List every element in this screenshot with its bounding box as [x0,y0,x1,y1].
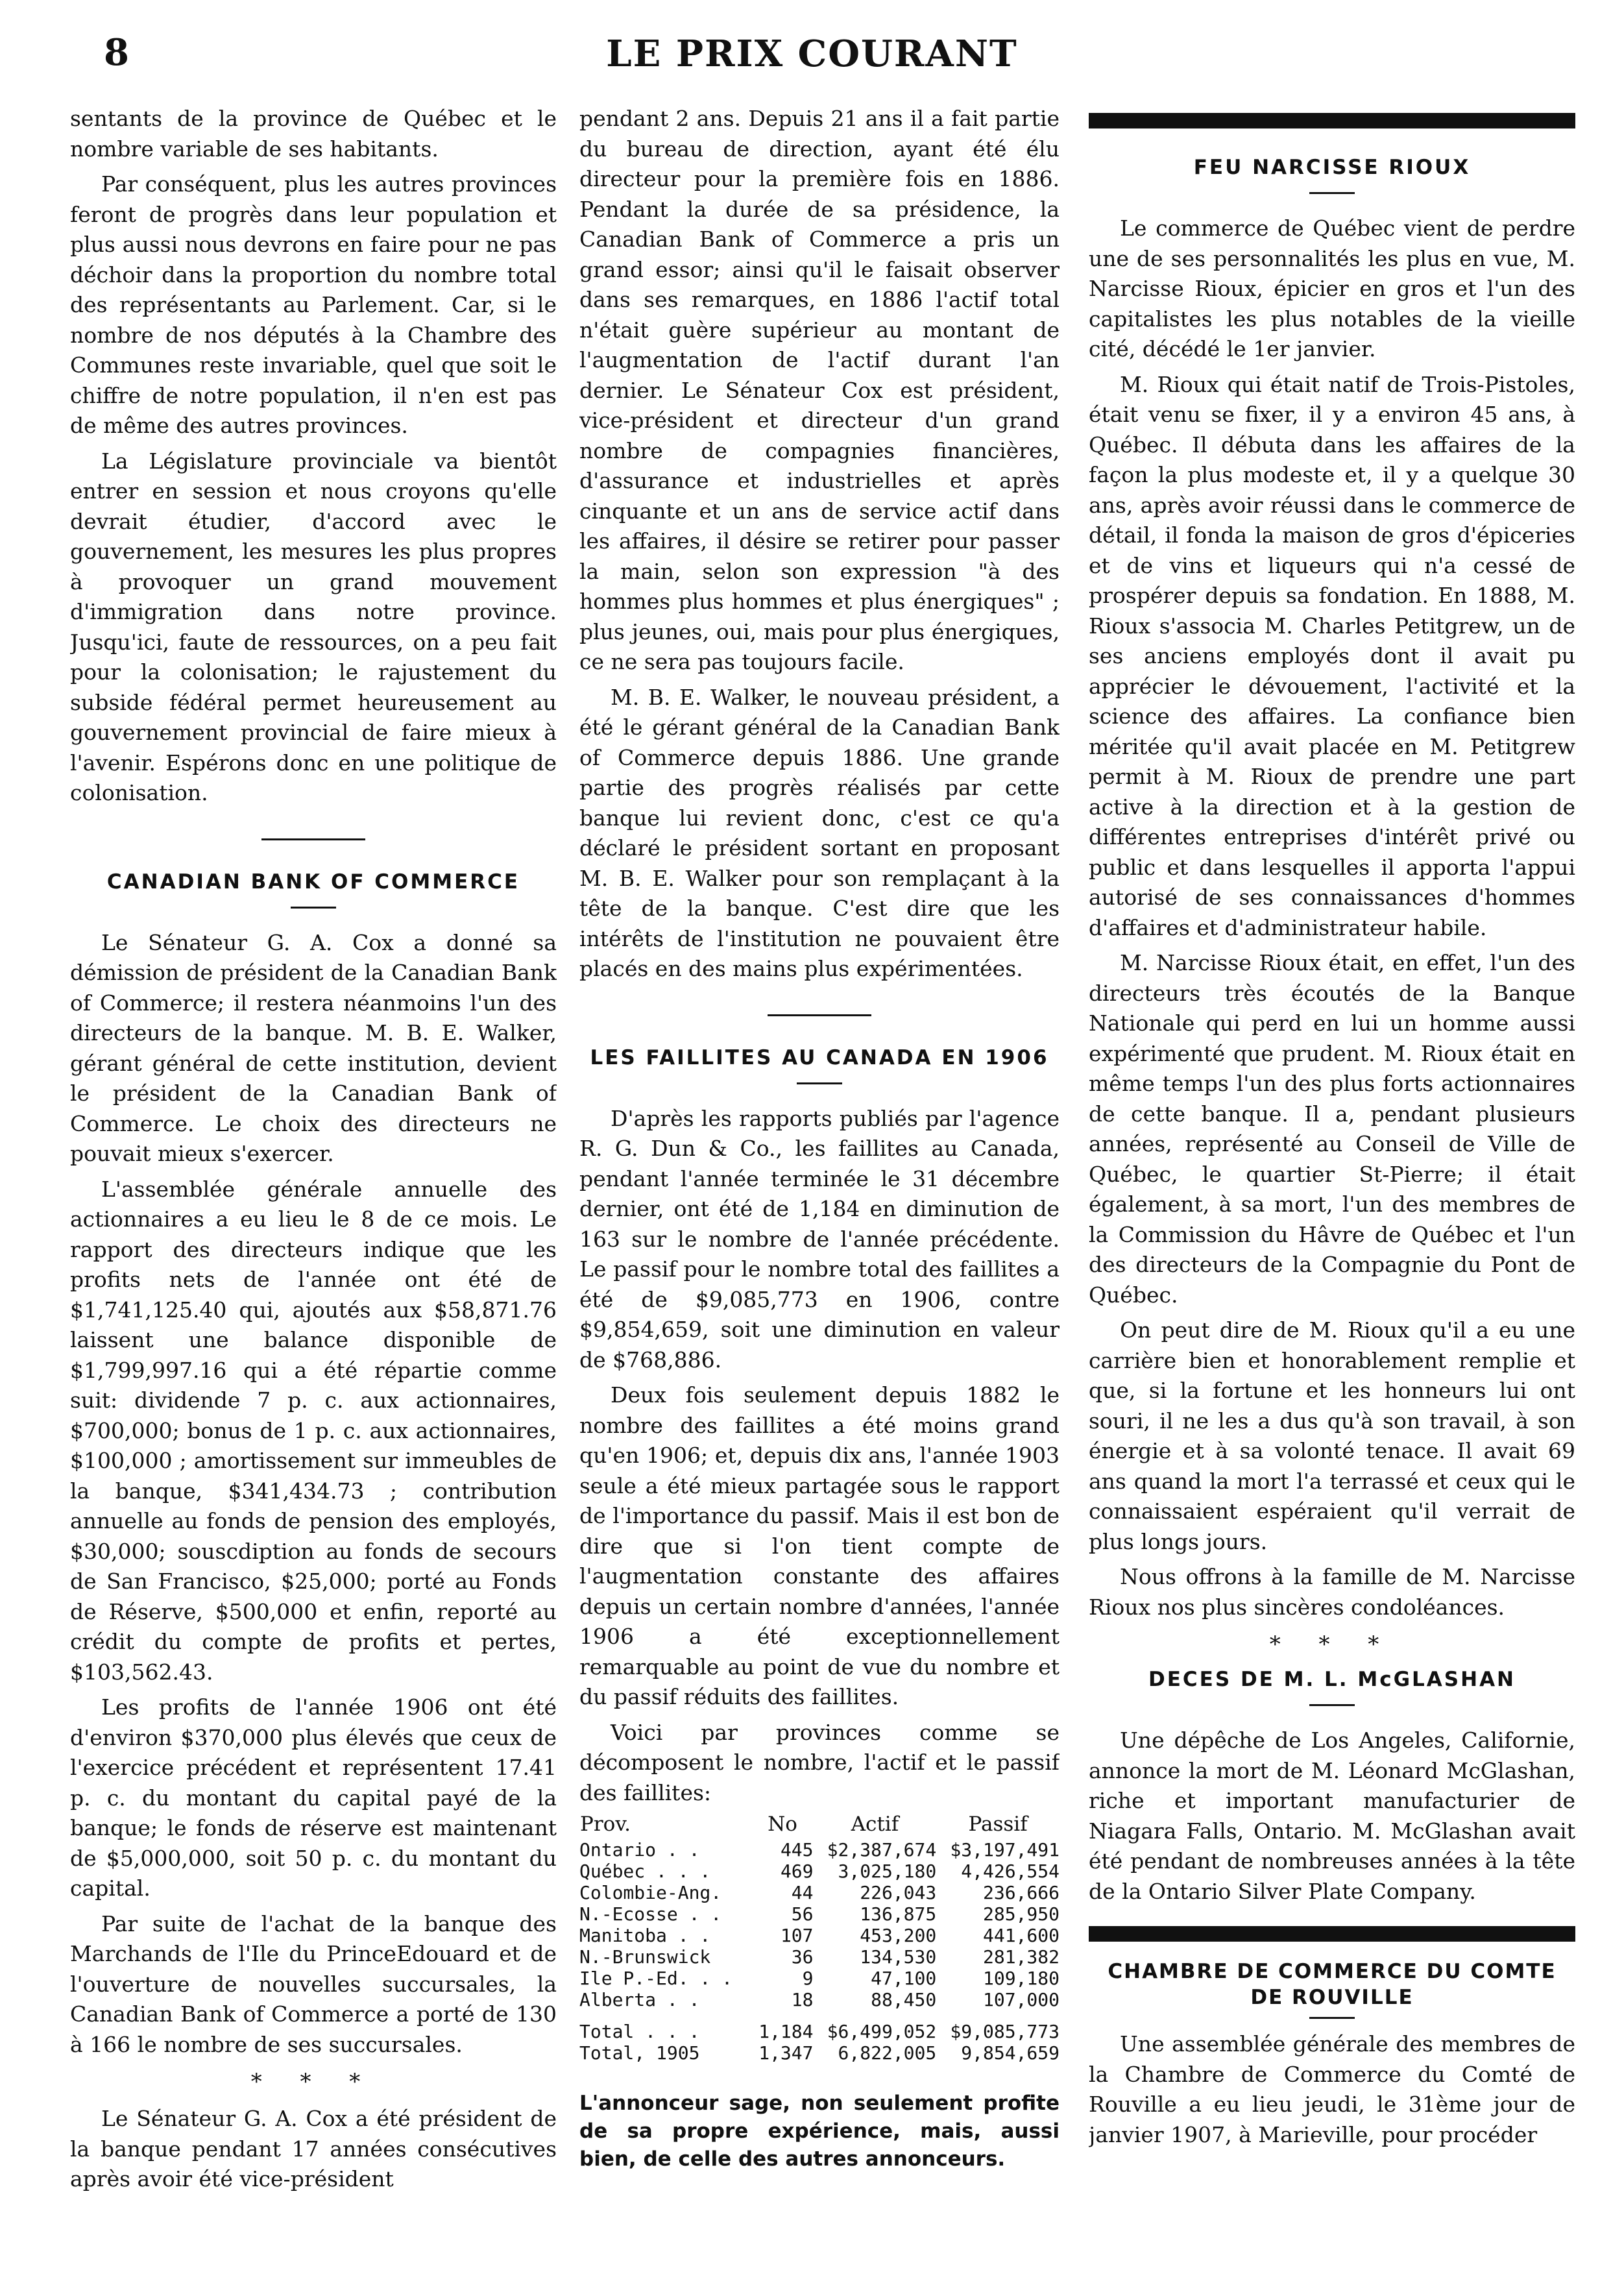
table-cell: 236,666 [982,1882,1060,1903]
table-cell: 1,347 [758,2042,814,2064]
heading-underline [1309,2017,1355,2019]
mcglashan-heading: DECES DE M. L. McGLASHAN [1148,1668,1516,1691]
cbc-paragraph: Par suite de l'achat de la banque des Marchands de l'Ile du PrinceEdouard et de l'ouverture de nouvelles succursales, la Canadian Bank of Commerce a porté de 130 à 166 le nombre de ses succursales. [70,1911,557,2057]
table-cell: 109,180 [982,1968,1060,1989]
table-row [579,1839,1060,1861]
table-body [579,1839,1060,2064]
table-cell: N.-Brunswick [579,1946,711,1968]
table-cell: $9,085,773 [950,2021,1060,2042]
table-row [579,2010,1060,2042]
publication-title: LE PRIX COURANT [606,32,1018,75]
table-cell: 226,043 [860,1882,937,1903]
table-cell: 36 [791,1946,814,1968]
table-cell: 469 [780,1861,814,1882]
table-cell: $3,197,491 [950,1839,1060,1861]
table-cell: 136,875 [860,1903,937,1925]
faillites-paragraph: Voici par provinces comme se décomposent le nombre, l'actif et le passif des faillites: [579,1719,1060,1805]
section-divider [768,1014,871,1016]
table-header: Passif [968,1813,1028,1836]
rioux-paragraph: Le commerce de Québec vient de perdre une de ses personnalités les plus en vue, M. Narcisse Rioux, épicier en gros et l'un des capitalistes les plus notables de la vieille cité, décédé le 1er janvier. [1089,215,1575,361]
heading-underline [1309,192,1355,194]
heading-underline [797,1082,842,1084]
rouville-paragraph: Une assemblée générale des membres de la Chambre de Commerce du Comté de Rouville a eu lieu jeudi, le 31ème jour de janvier 1907, à Marieville, pour procéder [1089,2031,1575,2147]
table-cell: 445 [780,1839,814,1861]
column-3 [1089,104,1575,2258]
table-cell: 1,184 [758,2021,814,2042]
col2-paragraph: pendant 2 ans. Depuis 21 ans il a fait partie du bureau de direction, ayant été élu directeur pour la première fois en 1886. Pendant la durée de sa présidence, la Canadian Bank of Commerce a pris un grand essor; ainsi qu'il le faisait observer dans ses remarques, en 1886 l'actif total n'était guère supérieur au montant de l'augmentation de l'actif durant l'an dernier. Le Sénateur Cox est président, vice-président et directeur d'un grand nombre de compagnies financières, d'assurance et industrielles et après cinquante et un ans de service actif dans les affaires, il désire se retirer pour passer la main, selon son expression "à des hommes plus hommes et plus énergiques" ; plus jeunes, oui, mais pour plus énergiques, ce ne sera pas toujours facile. [579,106,1060,674]
cbc-paragraph: Le Sénateur G. A. Cox a donné sa démission de président de la Canadian Bank of Commerce; il restera néanmoins l'un des directeurs de la banque. M. B. E. Walker, gérant général de cette institution, devient le président de la Canadian Bank of Commerce. Le choix des directeurs ne pouvait mieux s'exercer. [70,929,557,1166]
table-cell: Québec . . . [579,1861,711,1882]
table-row [579,1968,1060,1989]
table-header-row [579,1813,1060,1839]
table-row [579,1946,1060,1968]
cbc-heading: CANADIAN BANK OF COMMERCE [106,870,520,894]
rioux-paragraph: On peut dire de M. Rioux qu'il a eu une carrière bien et honorablement remplie et que, si la fortune et les honneurs lui ont souri, il ne les a dus qu'à son travail, à son énergie et à sa volonté tenace. Il avait 69 ans quand la mort l'a terrassé et ceux qui le connaissaient espéraient qu'il verrait de plus longs jours. [1089,1317,1575,1554]
rouville-heading: CHAMBRE DE COMMERCE DU COMTE DE ROUVILLE [1108,1960,1557,2009]
table-cell: 56 [791,1903,814,1925]
rioux-paragraph: Nous offrons à la famille de M. Narcisse Rioux nos plus sincères condoléances. [1089,1564,1575,1620]
table-cell: 47,100 [871,1968,937,1989]
col2-paragraph: M. B. E. Walker, le nouveau président, a été le gérant général de la Canadian Bank of Commerce depuis 1886. Une grande partie des progrès réalisés par cette banque lui revient donc, c'est ce qu'a déclaré le président sortant en proposant M. B. E. Walker pour son remplaçant à la tête de la banque. C'est dire que les intérêts de l'institution ne pouvaient être placés en des mains plus expérimentées. [579,684,1060,981]
table-cell: N.-Ecosse . . [579,1903,722,1925]
faillites-paragraph: Deux fois seulement depuis 1882 le nombre des faillites a été moins grand qu'en 1906; et, depuis dix ans, l'année 1903 seule a été mieux partagée sous le rapport de l'importance du passif. Mais il est bon de dire que si l'on tient compte de l'augmentation constante des affaires depuis un certain nombre d'années, l'année 1906 a été exceptionnellement remarquable au point de vue du nombre et du passif réduits des faillites. [579,1382,1060,1709]
table-row [579,1903,1060,1925]
faillites-table [579,1813,1060,2064]
table-cell: 9,854,659 [961,2042,1060,2064]
table-cell: 453,200 [860,1925,937,1946]
table-header: Actif [851,1813,899,1836]
table-header: Prov. [580,1813,631,1836]
table-cell: 9 [802,1968,814,1989]
table-cell: 88,450 [871,1989,937,2010]
black-bar [1089,1926,1575,1942]
faillites-paragraph: D'après les rapports publiés par l'agence R. G. Dun & Co., les faillites au Canada, pendant l'année terminée le 31 décembre dernier, ont été de 1,184 en diminution de 163 sur le nombre de l'année précédente. Le passif pour le nombre total des faillites a été de $9,085,773 en 1906, contre $9,854,659, soit une diminution en valeur de $768,886. [579,1105,1060,1373]
table-row [579,1925,1060,1946]
table-cell: Total . . . [579,2021,700,2042]
table-cell: 44 [791,1882,814,1903]
advertiser-note: L'annonceur sage, non seulement profite de sa propre expérience, mais, aussi bien, de celle des autres annonceurs. [579,2092,1060,2171]
table-cell: $6,499,052 [827,2021,937,2042]
section-divider [261,838,365,840]
table-cell: Colombie-Ang. [579,1882,722,1903]
rioux-heading: FEU NARCISSE RIOUX [1193,156,1471,179]
section-stars: * * * [1269,1631,1395,1657]
table-cell: Total, 1905 [579,2042,700,2064]
table-cell: 107 [780,1925,814,1946]
table-cell: Manitoba . . [579,1925,711,1946]
mcglashan-paragraph: Une dépêche de Los Angeles, Californie, annonce la mort de M. Léonard McGlashan, riche et important manufacturier de Niagara Falls, Ontario. M. McGlashan avait été pendant de nombreuses années à la tête de la Ontario Silver Plate Company. [1089,1728,1575,1904]
black-bar [1089,113,1575,128]
page-number: 8 [104,31,129,74]
table-cell: 4,426,554 [961,1861,1060,1882]
table-row [579,2042,1060,2064]
table-cell: 281,382 [982,1946,1060,1968]
table-cell: Ontario . . [579,1839,700,1861]
heading-underline [291,907,336,909]
rioux-paragraph: M. Narcisse Rioux était, en effet, l'un des directeurs très écoutés de la Banque Nationale qui perd en lui un homme aussi expérimenté que prudent. M. Rioux était en même temps l'un des plus forts actionnaires de cette banque. Il a, pendant plusieurs années, représenté au Conseil de Ville de Québec, le quartier St-Pierre; il était également, à sa mort, l'un des membres de la Commission du Hâvre de Québec et l'un des directeurs de la Compagnie du Pont de Québec. [1089,950,1575,1308]
section-stars: * * * [250,2069,376,2095]
rioux-paragraph: M. Rioux qui était natif de Trois-Pistoles, était venu se fixer, il y a environ 45 ans, à Québec. Il débuta dans les affaires de la façon la plus modeste et, il y a quelque 30 ans, après avoir réussi dans le commerce de détail, il fonda la maison de gros d'épiceries et de vins et liqueurs qui n'a cessé de prospérer depuis sa fondation. En 1888, M. Rioux s'associa M. Charles Petitgrew, un de ses anciens employés dont il avait pu apprécier le dévouement, l'activité et la science des affaires. La confiance bien méritée qu'il avait placée en M. Petitgrew permit à M. Rioux de prendre une part active à la direction et à la gestion de différentes entreprises d'intérêt privé ou public et dans lesquelles il apporta l'appui autorisé de ses connaissances d'hommes d'affaires et d'administrateur habile. [1089,371,1575,940]
table-cell: 18 [791,1989,814,2010]
column-2 [579,104,1060,2258]
table-cell: 285,950 [982,1903,1060,1925]
cbc-paragraph: Les profits de l'année 1906 ont été d'environ $370,000 plus élevés que ceux de l'exercice précédent et représentent 17.41 p. c. du montant du capital payé de la banque; le fonds de réserve est maintenant de $5,000,000, soit 50 p. c. du montant du capital. [70,1694,557,1901]
table-header: No [768,1813,797,1836]
col1-paragraph: Par conséquent, plus les autres provinces feront de progrès dans leur population et plus aussi nous devrons en faire pour ne pas déchoir dans la proportion du nombre total des représentants au Parlement. Car, si le nombre de nos députés à la Chambre des Communes reste invariable, quel que soit le chiffre de notre population, il n'en est pas de même des autres provinces. [70,171,557,438]
table-cell: $2,387,674 [827,1839,937,1861]
page-header [0,0,1624,97]
cox-paragraph: Le Sénateur G. A. Cox a été président de la banque pendant 17 années consécutives après avoir été vice-président [70,2106,557,2191]
table-cell: Alberta . . [579,1989,700,2010]
table-row [579,1882,1060,1903]
col1-paragraph: sentants de la province de Québec et le nombre variable de ses habitants. [70,106,557,162]
table-cell: 441,600 [982,1925,1060,1946]
heading-underline [1309,1704,1355,1706]
table-cell: 3,025,180 [838,1861,937,1882]
table-cell: Ile P.-Ed. . . [579,1968,733,1989]
table-cell: 134,530 [860,1946,937,1968]
table-cell: 6,822,005 [838,2042,937,2064]
table-row [579,1861,1060,1882]
faillites-heading: LES FAILLITES AU CANADA EN 1906 [590,1045,1049,1069]
cbc-paragraph: L'assemblée générale annuelle des actionnaires a eu lieu le 8 de ce mois. Le rapport des directeurs indique que les profits nets de l'année ont été de $1,741,125.40 qui, ajoutés aux $58,871.76 laissent une balance disponible de $1,799,997.16 qui a été répartie comme suit: dividende 7 p. c. aux actionnaires, $700,000; bonus de 1 p. c. aux actionnaires, $100,000 ; amortissement sur immeubles de la banque, $341,434.73 ; contribution annuelle au fonds de pension des employés, $30,000; souscdiption au fonds de secours de San Francisco, $25,000; porté au Fonds de Réserve, $500,000 et enfin, reporté au crédit du compte de profits et pertes, $103,562.43. [70,1176,557,1685]
col1-paragraph: La Législature provinciale va bientôt entrer en session et nous croyons qu'elle devrait étudier, d'accord avec le gouvernement, les mesures les plus propres à provoquer un grand mouvement d'immigration dans notre province. Jusqu'ici, faute de ressources, on a peu fait pour la colonisation; le rajustement du subside fédéral permet heureusement au gouvernement provincial de faire mieux à l'avenir. Espérons donc en une politique de colonisation. [70,448,557,805]
column-1 [70,104,557,2258]
table-row [579,1989,1060,2010]
table-cell: 107,000 [982,1989,1060,2010]
